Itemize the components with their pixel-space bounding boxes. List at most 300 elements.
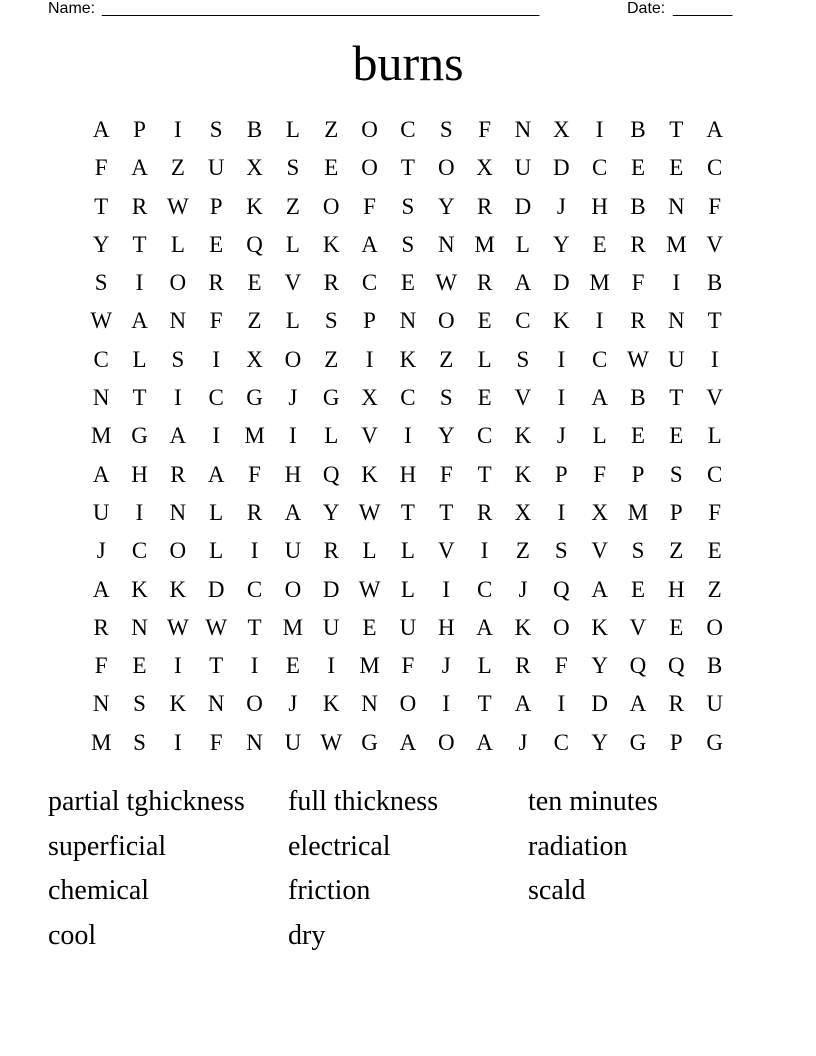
grid-letter[interactable]: T [477,461,492,487]
grid-letter[interactable]: R [131,193,148,219]
grid-letter[interactable]: Y [437,193,455,219]
grid-letter[interactable]: F [94,653,108,679]
grid-letter[interactable]: A [169,423,187,449]
grid-letter[interactable]: T [132,231,147,257]
grid-letter[interactable]: S [401,193,415,219]
grid-letter[interactable]: G [629,729,647,755]
grid-letter[interactable]: U [514,155,532,181]
grid-letter[interactable]: K [591,614,608,640]
grid-letter[interactable]: P [669,729,683,755]
grid-letter[interactable]: D [552,270,570,296]
grid-letter[interactable]: N [668,308,685,334]
grid-letter[interactable]: H [399,461,417,487]
grid-letter[interactable]: P [133,117,146,142]
grid-letter[interactable]: R [323,538,339,564]
grid-letter[interactable]: N [92,691,110,717]
grid-letter[interactable]: S [554,538,568,564]
grid-letter[interactable]: Y [322,499,340,525]
grid-letter[interactable]: X [552,117,570,142]
grid-letter[interactable]: Q [629,653,647,679]
grid-letter[interactable]: Y [552,231,570,257]
grid-letter[interactable]: N [131,614,148,640]
grid-letter[interactable]: I [250,538,259,564]
grid-letter[interactable]: Y [591,729,608,755]
grid-letter[interactable]: S [401,231,415,257]
grid-letter[interactable]: F [94,155,108,181]
grid-letter[interactable]: K [322,691,340,717]
grid-letter[interactable]: F [363,193,376,219]
grid-letter[interactable]: P [669,499,683,525]
grid-letter[interactable]: Z [247,308,262,334]
grid-letter[interactable]: K [514,423,532,449]
grid-letter[interactable]: Q [246,231,263,257]
grid-letter[interactable]: U [284,729,302,755]
grid-letter[interactable]: S [171,346,185,372]
grid-letter[interactable]: O [437,308,455,334]
grid-letter[interactable]: C [400,117,416,142]
grid-letter[interactable]: C [707,461,723,487]
grid-letter[interactable]: Y [92,231,110,257]
grid-letter[interactable]: I [710,346,719,372]
grid-letter[interactable]: T [669,117,684,142]
grid-letter[interactable]: A [92,461,110,487]
grid-letter[interactable]: W [320,729,343,755]
grid-letter[interactable]: H [131,461,148,487]
grid-letter[interactable]: L [285,308,300,334]
grid-letter[interactable]: N [514,117,532,142]
grid-letter[interactable]: I [442,691,451,717]
grid-letter[interactable]: I [365,346,374,372]
word-list-row [48,871,768,916]
grid-letter[interactable]: Z [324,117,339,142]
grid-letter[interactable]: N [361,691,378,717]
grid-letter[interactable]: L [477,346,492,372]
grid-letter[interactable]: P [363,308,376,334]
grid-letter[interactable]: X [514,499,532,525]
grid-letter[interactable]: O [437,155,455,181]
grid-letter[interactable]: W [358,499,381,525]
grid-letter[interactable]: E [707,538,722,564]
grid-letter[interactable]: A [514,270,532,296]
grid-letter[interactable]: M [90,729,112,755]
grid-letter[interactable]: D [207,576,225,602]
grid-letter[interactable]: A [476,614,493,640]
grid-letter[interactable]: T [400,499,415,525]
grid-letter[interactable]: O [246,691,263,717]
grid-letter[interactable]: S [324,308,338,334]
grid-letter[interactable]: V [629,614,647,640]
grid-letter[interactable]: Q [668,653,685,679]
grid-letter[interactable]: F [593,461,607,487]
grid-letter[interactable]: V [437,538,455,564]
grid-letter[interactable]: Q [552,576,570,602]
grid-letter[interactable]: N [437,231,455,257]
grid-letter[interactable]: U [92,499,110,525]
name-field[interactable]: ____________________________________________________ [102,0,539,17]
grid-letter[interactable]: R [515,653,531,679]
grid-letter[interactable]: B [630,385,646,411]
grid-letter[interactable]: I [672,270,681,296]
grid-letter[interactable]: A [131,155,148,181]
grid-letter[interactable]: K [322,231,340,257]
grid-letter[interactable]: A [514,691,532,717]
grid-letter[interactable]: I [595,117,604,142]
word-search-grid [82,111,734,762]
grid-letter[interactable]: A [207,461,225,487]
grid-letter[interactable]: D [514,193,532,219]
grid-letter[interactable]: C [131,538,148,564]
grid-letter[interactable]: R [246,499,263,525]
grid-letter[interactable]: F [209,308,223,334]
grid-letter[interactable]: Z [669,538,684,564]
grid-letter[interactable]: E [324,155,339,181]
grid-letter[interactable]: S [133,691,146,717]
grid-letter[interactable]: G [361,729,378,755]
grid-letter[interactable]: H [284,461,302,487]
grid-letter[interactable]: M [359,653,380,679]
grid-letter[interactable]: X [476,155,493,181]
grid-letter[interactable]: A [591,385,608,411]
grid-letter[interactable]: V [514,385,532,411]
grid-letter[interactable]: L [400,538,415,564]
grid-letter[interactable]: G [322,385,340,411]
grid-letter[interactable]: C [400,385,416,411]
grid-letter[interactable]: I [557,385,566,411]
grid-row [82,226,734,264]
grid-letter[interactable]: N [169,308,187,334]
grid-letter[interactable]: Y [591,653,608,679]
grid-letter[interactable]: S [209,117,223,142]
grid-letter[interactable]: L [324,423,339,449]
grid-letter[interactable]: U [207,155,225,181]
grid-letter[interactable]: O [284,346,302,372]
grid-letter[interactable]: J [518,576,528,602]
grid-letter[interactable]: G [246,385,263,411]
grid-letter[interactable]: Z [439,346,454,372]
grid-letter[interactable]: S [133,729,146,755]
grid-letter[interactable]: A [629,691,647,717]
grid-letter[interactable]: J [288,385,298,411]
grid-letter[interactable]: C [246,576,263,602]
grid-letter[interactable]: L [592,423,607,449]
grid-letter[interactable]: T [94,193,109,219]
grid-letter[interactable]: B [707,270,723,296]
grid-letter[interactable]: S [94,270,108,296]
grid-letter[interactable]: V [284,270,302,296]
grid-letter[interactable]: K [131,576,148,602]
grid-letter[interactable]: L [285,231,300,257]
grid-letter[interactable]: B [630,117,646,142]
grid-row [82,724,734,762]
grid-letter[interactable]: W [167,614,189,640]
grid-letter[interactable]: B [630,193,646,219]
grid-letter[interactable]: O [361,155,378,181]
grid-letter[interactable]: V [361,423,378,449]
grid-letter[interactable]: T [669,385,684,411]
grid-letter[interactable]: I [135,499,144,525]
grid-letter[interactable]: W [627,346,649,372]
grid-letter[interactable]: L [477,653,492,679]
grid-letter[interactable]: Q [322,461,340,487]
grid-letter[interactable]: C [93,346,109,372]
grid-letter[interactable]: C [361,270,378,296]
grid-letter[interactable]: I [557,346,566,372]
grid-letter[interactable]: L [209,538,224,564]
grid-letter[interactable]: M [666,231,687,257]
grid-letter[interactable]: U [284,538,302,564]
grid-letter[interactable]: E [669,155,684,181]
grid-letter[interactable]: R [630,308,646,334]
grid-letter[interactable]: K [514,614,532,640]
grid-letter[interactable]: E [400,270,415,296]
grid-letter[interactable]: M [627,499,649,525]
grid-letter[interactable]: A [476,729,493,755]
grid-letter[interactable]: F [439,461,453,487]
grid-letter[interactable]: H [437,614,455,640]
grid-letter[interactable]: K [169,691,187,717]
grid-letter[interactable]: I [212,423,221,449]
grid-letter[interactable]: Z [285,193,300,219]
grid-letter[interactable]: E [630,576,646,602]
grid-letter[interactable]: K [169,576,187,602]
grid-letter[interactable]: O [552,614,570,640]
grid-letter[interactable]: A [706,117,723,142]
grid-letter[interactable]: Z [324,346,339,372]
grid-letter[interactable]: O [322,193,340,219]
grid-row [82,111,734,149]
grid-letter[interactable]: T [707,308,722,334]
grid-letter[interactable]: W [205,614,228,640]
grid-letter[interactable]: A [92,117,110,142]
grid-letter[interactable]: L [362,538,377,564]
grid-letter[interactable]: C [476,576,493,602]
grid-letter[interactable]: I [557,691,566,717]
grid-letter[interactable]: A [131,308,148,334]
grid-letter[interactable]: L [170,231,185,257]
grid-letter[interactable]: A [399,729,417,755]
grid-letter[interactable]: K [514,461,532,487]
grid-letter[interactable]: T [439,499,454,525]
grid-letter[interactable]: T [400,155,415,181]
grid-letter[interactable]: E [132,653,147,679]
grid-letter[interactable]: O [169,538,187,564]
grid-letter[interactable]: G [131,423,148,449]
grid-letter[interactable]: N [668,193,685,219]
grid-letter[interactable]: T [209,653,224,679]
grid-letter[interactable]: L [707,423,722,449]
grid-letter[interactable]: I [174,653,182,679]
grid-letter[interactable]: I [480,538,489,564]
grid-letter[interactable]: R [323,270,339,296]
grid-letter[interactable]: V [706,385,723,411]
grid-letter[interactable]: V [706,231,723,257]
grid-letter[interactable]: C [476,423,493,449]
grid-letter[interactable]: R [476,499,493,525]
date-field[interactable]: _______ [673,0,732,17]
grid-letter[interactable]: K [246,193,263,219]
grid-letter[interactable]: N [207,691,225,717]
grid-letter[interactable]: K [552,308,570,334]
grid-letter[interactable]: Z [707,576,722,602]
grid-letter[interactable]: O [361,117,378,142]
grid-letter[interactable]: F [631,270,645,296]
grid-letter[interactable]: C [591,346,608,372]
grid-letter[interactable]: I [135,270,144,296]
grid-letter[interactable]: K [399,346,417,372]
grid-letter[interactable]: L [132,346,147,372]
grid-letter[interactable]: I [250,653,259,679]
grid-letter[interactable]: X [246,346,263,372]
grid-letter[interactable]: F [401,653,415,679]
grid-letter[interactable]: E [630,423,646,449]
grid-letter[interactable]: N [169,499,187,525]
grid-letter[interactable]: M [90,423,112,449]
grid-letter[interactable]: W [435,270,458,296]
grid-letter[interactable]: F [209,729,223,755]
grid-letter[interactable]: A [361,231,378,257]
grid-letter[interactable]: A [284,499,302,525]
grid-letter[interactable]: W [167,193,189,219]
grid-letter[interactable]: M [474,231,495,257]
grid-letter[interactable]: C [208,385,224,411]
grid-letter[interactable]: O [284,576,302,602]
grid-letter[interactable]: F [248,461,261,487]
grid-letter[interactable]: G [706,729,723,755]
grid-letter[interactable]: S [631,538,645,564]
grid-letter[interactable]: I [404,423,412,449]
grid-letter[interactable]: I [174,729,182,755]
grid-letter[interactable]: O [706,614,723,640]
grid-letter[interactable]: L [400,576,415,602]
grid-letter[interactable]: T [477,691,492,717]
grid-letter[interactable]: R [476,270,493,296]
grid-letter[interactable]: I [174,117,182,142]
grid-letter[interactable]: I [174,385,182,411]
grid-letter[interactable]: J [96,538,106,564]
grid-letter[interactable]: T [132,385,147,411]
grid-letter[interactable]: E [209,231,224,257]
grid-letter[interactable]: F [478,117,491,142]
grid-letter[interactable]: E [669,614,684,640]
word-list-item: radiation [528,830,628,862]
grid-letter[interactable]: F [554,653,568,679]
grid-letter[interactable]: Z [170,155,185,181]
grid-letter[interactable]: M [589,270,610,296]
grid-letter[interactable]: R [208,270,224,296]
grid-letter[interactable]: K [361,461,378,487]
grid-letter[interactable]: L [515,231,530,257]
grid-letter[interactable]: J [556,423,566,449]
grid-letter[interactable]: I [442,576,451,602]
grid-letter[interactable]: S [439,117,453,142]
grid-letter[interactable]: N [246,729,263,755]
grid-letter[interactable]: D [552,155,570,181]
grid-letter[interactable]: E [477,385,492,411]
grid-letter[interactable]: I [212,346,221,372]
grid-letter[interactable]: A [92,576,110,602]
grid-letter[interactable]: I [289,423,297,449]
grid-letter[interactable]: W [358,576,381,602]
grid-letter[interactable]: B [246,117,263,142]
grid-letter[interactable]: M [244,423,265,449]
page-title: burns [352,35,464,91]
grid-letter[interactable]: P [554,461,568,487]
grid-letter[interactable]: H [668,576,685,602]
grid-letter[interactable]: B [707,653,723,679]
word-list-item: full thickness [288,786,439,817]
grid-letter[interactable]: R [170,461,186,487]
grid-letter[interactable]: H [591,193,608,219]
grid-letter[interactable]: W [90,308,113,334]
grid-letter[interactable]: E [477,308,492,334]
grid-letter[interactable]: D [591,691,608,717]
grid-letter[interactable]: R [476,193,493,219]
grid-letter[interactable]: R [93,614,109,640]
grid-letter[interactable]: S [439,385,453,411]
grid-letter[interactable]: O [437,729,455,755]
grid-letter[interactable]: N [92,385,110,411]
grid-letter[interactable]: E [592,231,607,257]
grid-letter[interactable]: C [553,729,569,755]
grid-letter[interactable]: E [362,614,377,640]
grid-letter[interactable]: X [361,385,378,411]
grid-letter[interactable]: C [591,155,608,181]
grid-letter[interactable]: E [285,653,300,679]
grid-letter[interactable]: U [668,346,685,372]
grid-letter[interactable]: R [630,231,646,257]
grid-letter[interactable]: D [322,576,340,602]
grid-letter[interactable]: N [399,308,417,334]
grid-letter[interactable]: P [631,461,645,487]
grid-letter[interactable]: S [516,346,530,372]
grid-letter[interactable]: Z [515,538,530,564]
grid-letter[interactable]: U [322,614,340,640]
grid-letter[interactable]: E [630,155,646,181]
grid-letter[interactable]: I [595,308,604,334]
grid-letter[interactable]: E [669,423,684,449]
grid-letter[interactable]: I [327,653,336,679]
grid-letter[interactable]: F [708,499,722,525]
grid-letter[interactable]: O [399,691,417,717]
grid-letter[interactable]: J [288,691,298,717]
grid-letter[interactable]: C [707,155,723,181]
grid-letter[interactable]: M [282,614,304,640]
grid-letter[interactable]: A [591,576,608,602]
grid-letter[interactable]: U [399,614,417,640]
grid-letter[interactable]: J [441,653,451,679]
grid-letter[interactable]: S [286,155,300,181]
grid-letter[interactable]: P [209,193,223,219]
grid-letter[interactable]: F [708,193,722,219]
grid-letter[interactable]: V [591,538,608,564]
grid-letter[interactable]: X [591,499,608,525]
grid-letter[interactable]: C [515,308,531,334]
grid-letter[interactable]: R [668,691,684,717]
grid-letter[interactable]: U [706,691,723,717]
grid-letter[interactable]: L [285,117,300,142]
grid-letter[interactable]: X [246,155,263,181]
word-list-item: cool [48,919,97,951]
grid-letter[interactable]: I [557,499,566,525]
grid-letter[interactable]: O [169,270,187,296]
grid-letter[interactable]: S [669,461,683,487]
grid-letter[interactable]: Y [437,423,455,449]
grid-letter[interactable]: J [518,729,528,755]
grid-letter[interactable]: T [247,614,262,640]
grid-letter[interactable]: E [247,270,262,296]
grid-letter[interactable]: J [556,193,566,219]
grid-letter[interactable]: L [209,499,224,525]
